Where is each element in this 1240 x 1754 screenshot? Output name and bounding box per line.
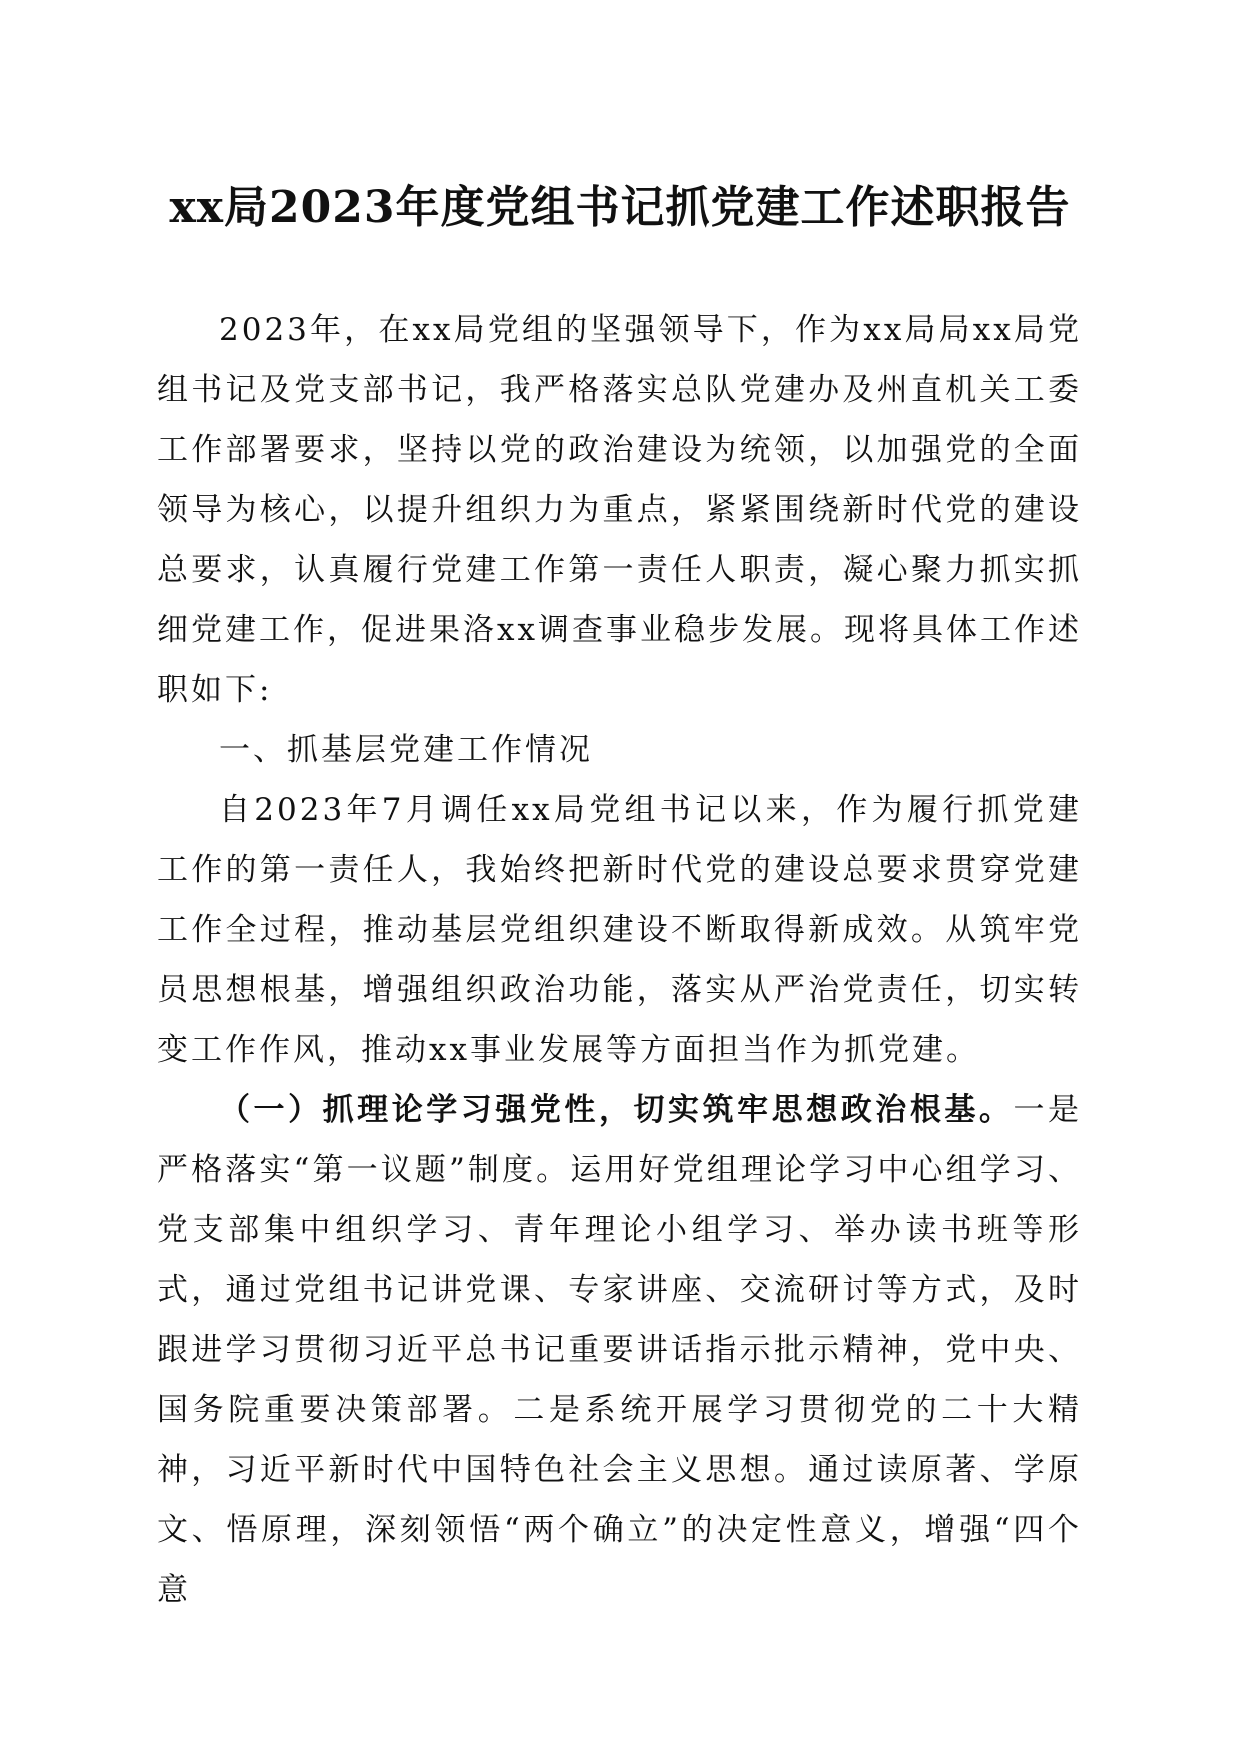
subsection-1-heading: （一）抓理论学习强党性，切实筑牢思想政治根基。 <box>219 1092 1014 1128</box>
section-heading-1: 一、抓基层党建工作情况 <box>219 732 593 768</box>
subsection-1-paragraph <box>157 1080 1082 1620</box>
section-1-paragraph: 自2023年7月调任xx局党组书记以来，作为履行抓党建工作的第一责任人，我始终把新时代党的建设总要求贯穿党建工作全过程，推动基层党组织建设不断取得新成效。从筑牢党员思想根基，增强组织政治功能，落实从严治党责任，切实转变工作作风，推动xx事业发展等方面担当作为抓党建。 <box>157 792 1082 1068</box>
subsection-1-text: 一是严格落实“第一议题”制度。运用好党组理论学习中心组学习、党支部集中组织学习、青年理论小组学习、举办读书班等形式，通过党组书记讲党课、专家讲座、交流研讨等方式，及时跟进学习贯彻习近平总书记重要讲话指示批示精神，党中央、国务院重要决策部署。二是系统开展学习贯彻党的二十大精神，习近平新时代中国特色社会主义思想。通过读原著、学原文、悟原理，深刻领悟“两个确立”的决定性意义，增强“四个意 <box>157 1092 1083 1608</box>
document-title: xx局2023年度党组书记抓党建工作述职报告 <box>169 182 1071 233</box>
intro-paragraph: 2023年，在xx局党组的坚强领导下，作为xx局局xx局党组书记及党支部书记，我严格落实总队党建办及州直机关工委工作部署要求，坚持以党的政治建设为统领，以加强党的全面领导为核心，以提升组织力为重点，紧紧围绕新时代党的建设总要求，认真履行党建工作第一责任人职责，凝心聚力抓实抓细党建工作，促进果洛xx调查事业稳步发展。现将具体工作述职如下: <box>157 312 1082 708</box>
document-body <box>157 300 1082 1620</box>
